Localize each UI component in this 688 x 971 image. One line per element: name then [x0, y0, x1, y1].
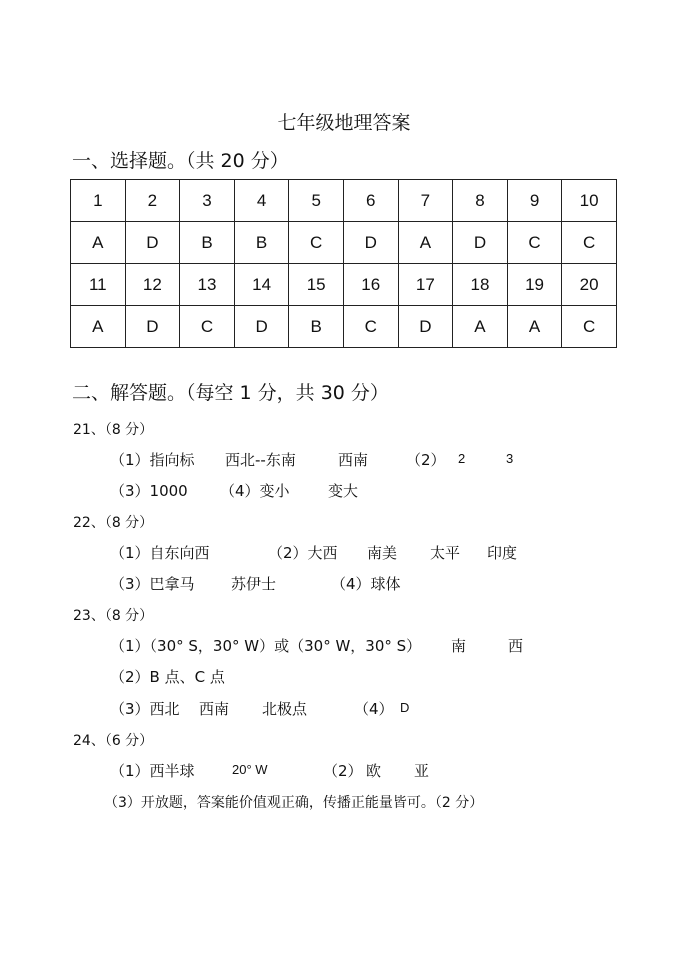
page-title: 七年级地理答案 [277, 112, 411, 134]
answer-table-row [71, 264, 617, 306]
answer-table-cell: A [507, 306, 562, 348]
answer-table-cell: C [180, 306, 235, 348]
answer-text: （2） [323, 762, 363, 780]
answer-table-cell: D [125, 222, 180, 264]
answer-table-cell: 10 [562, 180, 617, 222]
answer-table-cell: C [562, 306, 617, 348]
answer-table-row [71, 222, 617, 264]
question-24-title: 24、（6 分） [73, 733, 154, 749]
answer-table-cell: B [180, 222, 235, 264]
answer-table-cell: 3 [180, 180, 235, 222]
answer-table-cell: D [234, 306, 289, 348]
answer-text: D [400, 700, 410, 715]
answer-table-cell: 1 [71, 180, 126, 222]
answer-table-cell: 20 [562, 264, 617, 306]
answer-table-cell: D [343, 222, 398, 264]
answer-table-cell: A [398, 222, 453, 264]
answer-text: （3）开放题，答案能价值观正确，传播正能量皆可。（2 分） [104, 795, 484, 811]
answer-table-cell: 15 [289, 264, 344, 306]
answer-text: （4）变小 [220, 482, 290, 500]
answer-text: （4） [354, 700, 394, 718]
answer-table-cell: 7 [398, 180, 453, 222]
answer-table-cell: 5 [289, 180, 344, 222]
answer-text: （1）指向标 [110, 451, 195, 469]
answer-text: 2 [458, 451, 466, 466]
answer-table-cell: 12 [125, 264, 180, 306]
answer-text: （4）球体 [331, 575, 401, 593]
answer-text: （2）大西 [268, 544, 338, 562]
answer-text: 3 [506, 451, 514, 466]
section1-heading: 一、选择题。（共 20 分） [72, 150, 289, 172]
answer-table-cell: 13 [180, 264, 235, 306]
answer-text: 20° W [232, 762, 268, 777]
answer-table-cell: 2 [125, 180, 180, 222]
answer-table-cell: 17 [398, 264, 453, 306]
answer-table-cell: C [343, 306, 398, 348]
question-23-title: 23、（8 分） [73, 608, 154, 624]
answer-text: 南美 [367, 544, 398, 562]
answer-table-cell: 6 [343, 180, 398, 222]
answer-table-cell: D [453, 222, 508, 264]
answer-text: 西南 [338, 451, 369, 469]
answer-table-cell: C [507, 222, 562, 264]
answer-text: 苏伊士 [231, 575, 277, 593]
answer-text: 南 [451, 637, 467, 655]
answer-text: （3）西北 [110, 700, 180, 718]
answer-table-cell: A [453, 306, 508, 348]
answer-table-cell: B [289, 306, 344, 348]
answer-table-cell: D [398, 306, 453, 348]
answer-table-cell: 19 [507, 264, 562, 306]
answer-table-cell: 14 [234, 264, 289, 306]
answer-table-cell: 9 [507, 180, 562, 222]
answer-table-row [71, 180, 617, 222]
answer-table-cell: 16 [343, 264, 398, 306]
answer-text: 变大 [328, 482, 359, 500]
answer-table-cell: 11 [71, 264, 126, 306]
question-21-title: 21、（8 分） [73, 422, 154, 438]
answer-text: 亚 [414, 762, 430, 780]
answer-table-cell: 8 [453, 180, 508, 222]
answer-table-cell: B [234, 222, 289, 264]
answer-text: （3）巴拿马 [110, 575, 195, 593]
answer-text: 西北--东南 [225, 451, 296, 469]
answer-table-cell: C [562, 222, 617, 264]
answer-table-cell: A [71, 222, 126, 264]
answer-text: （1）西半球 [110, 762, 195, 780]
answer-text: （2）B 点、C 点 [110, 668, 225, 686]
answer-text: 欧 [366, 762, 382, 780]
answer-table-cell: 18 [453, 264, 508, 306]
answer-table-cell: C [289, 222, 344, 264]
answer-text: （3）1000 [110, 482, 188, 500]
answer-text: 太平 [430, 544, 461, 562]
answer-text: （1）自东向西 [110, 544, 210, 562]
answer-text: 北极点 [262, 700, 308, 718]
answer-text: （2） [406, 451, 446, 469]
answer-table-cell: D [125, 306, 180, 348]
answer-table [70, 179, 617, 348]
answer-table-cell: 4 [234, 180, 289, 222]
answer-table-cell: A [71, 306, 126, 348]
section2-heading: 二、解答题。（每空 1 分，共 30 分） [72, 382, 389, 404]
answer-text: 印度 [487, 544, 518, 562]
answer-table-row [71, 306, 617, 348]
answer-text: 西南 [199, 700, 230, 718]
question-22-title: 22、（8 分） [73, 515, 154, 531]
answer-text: 西 [508, 637, 524, 655]
answer-text: （1）（30° S，30° W）或（30° W，30° S） [110, 637, 422, 655]
